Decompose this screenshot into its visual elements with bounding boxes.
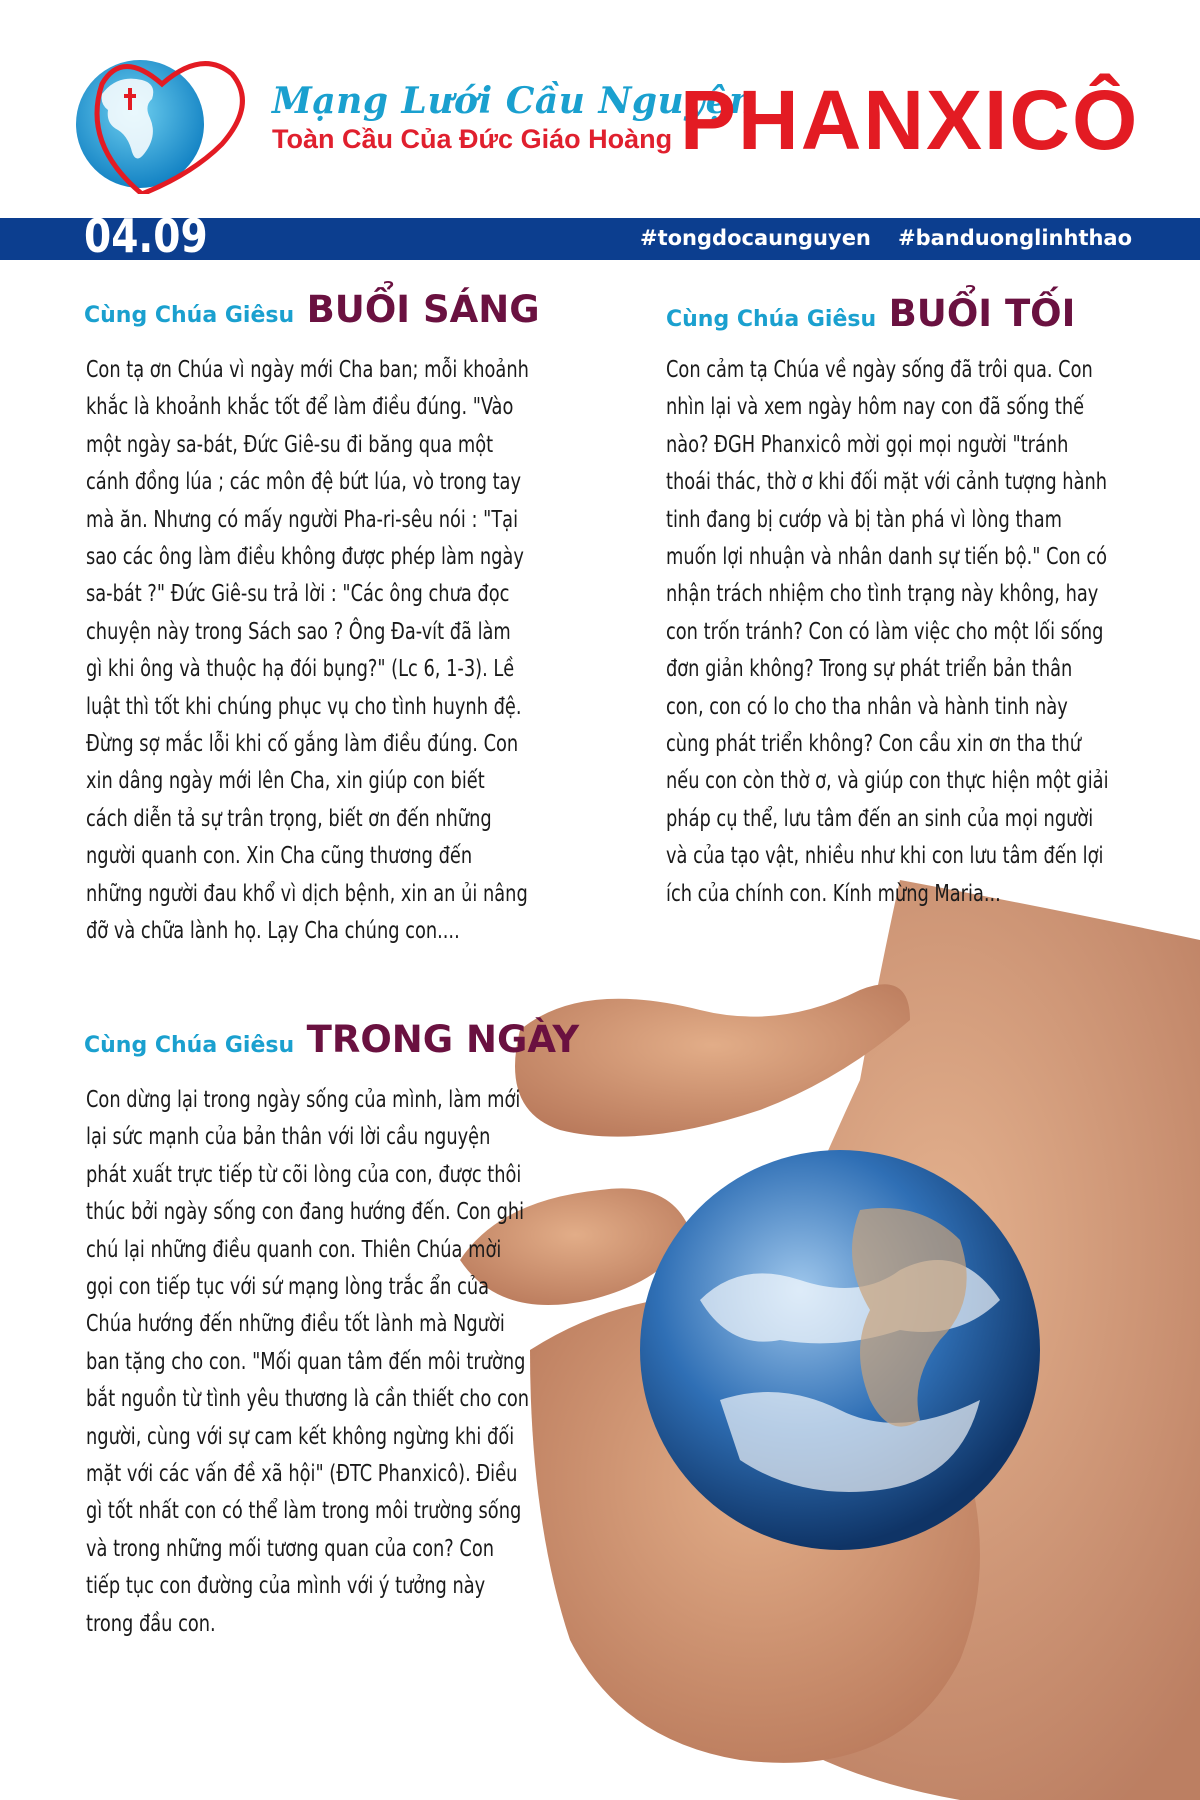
hashtag-tongdocaunguyen: #tongdocaunguyen [640, 226, 871, 250]
network-name-line1: Mạng Lưới Cầu Nguyện [272, 80, 756, 122]
evening-title: BUỔI TỐI [888, 292, 1076, 335]
network-logo [72, 44, 252, 194]
date-label: 04.09 [84, 209, 208, 263]
day-prefix: Cùng Chúa Giêsu [84, 1033, 295, 1058]
day-heading [84, 1018, 579, 1061]
day-title: TRONG NGÀY [306, 1018, 580, 1061]
morning-prefix: Cùng Chúa Giêsu [84, 303, 295, 328]
morning-title: BUỔI SÁNG [306, 288, 540, 331]
morning-heading [84, 288, 540, 331]
hashtag-banduonglinhthao: #banduonglinhthao [898, 226, 1133, 250]
evening-prayer-text: Con cảm tạ Chúa về ngày sống đã trôi qua. Con nhìn lại và xem ngày hôm nay con đã sống thế nào? ĐGH Phanxicô mời gọi mọi người "tránh thoái thác, thờ ơ khi đối mặt với cảnh tượng hành tinh đang bị cướp và bị tàn phá vì lòng tham muốn lợi nhuận và nhân danh sự tiến bộ." Con có nhận trách nhiệm cho tình trạng này không, hay con trốn tránh? Con có làm việc cho một lối sống đơn giản không? Trong sự phát triển bản thân con, con có lo cho tha nhân và hành tinh này cùng phát triển không? Con cầu xin ơn tha thứ nếu con còn thờ ơ, và giúp con thực hiện một giải pháp cụ thể, lưu tâm đến an sinh của mọi người và của tạo vật, nhiều như khi con lưu tâm đến lợi ích của chính con. Kính mừng Maria... [666, 357, 1109, 907]
network-name-line2: Toàn Cầu Của Đức Giáo Hoàng [272, 124, 673, 154]
pope-name: PHANXICÔ [680, 73, 1140, 167]
day-prayer-text: Con dừng lại trong ngày sống của mình, làm mới lại sức mạnh của bản thân với lời cầu nguyện phát xuất trực tiếp từ cõi lòng của con, được thôi thúc bởi ngày sống con đang hướng đến. Con ghi chú lại những điều quanh con. Thiên Chúa mời gọi con tiếp tục với sứ mạng lòng trắc ẩn của Chúa hướng đến những điều tốt lành mà Người ban tặng cho con. "Mối quan tâm đến môi trường bắt nguồn từ tình yêu thương là cần thiết cho con người, cùng với sự cam kết không ngừng khi đối mặt với các vấn đề xã hội" (ĐTC Phanxicô). Điều gì tốt nhất con có thể làm trong môi trường sống và trong những mối tương quan của con? Con tiếp tục con đường của mình với ý tưởng này trong đầu con. [86, 1087, 530, 1637]
morning-prayer-text: Con tạ ơn Chúa vì ngày mới Cha ban; mỗi khoảnh khắc là khoảnh khắc tốt để làm điều đúng. "Vào một ngày sa-bát, Đức Giê-su đi băng qua một cánh đồng lúa ; các môn đệ bứt lúa, vò trong tay mà ăn. Nhưng có mấy người Pha-ri-sêu nói : "Tại sao các ông làm điều không được phép làm ngày sa-bát ?" Đức Giê-su trả lời : "Các ông chưa đọc chuyện này trong Sách sao ? Ông Đa-vít đã làm gì khi ông và thuộc hạ đói bụng?" (Lc 6, 1-3). Lề luật thì tốt khi chúng phục vụ cho tình huynh đệ. Đừng sợ mắc lỗi khi cố gắng làm điều đúng. Con xin dâng ngày mới lên Cha, xin giúp con biết cách diễn tả sự trân trọng, biết ơn đến những người quanh con. Xin Cha cũng thương đến những người đau khổ vì dịch bệnh, xin an ủi nâng đỡ và chữa lành họ. Lạy Cha chúng con.... [86, 357, 529, 945]
evening-heading [666, 292, 1075, 335]
evening-prefix: Cùng Chúa Giêsu [666, 307, 877, 332]
